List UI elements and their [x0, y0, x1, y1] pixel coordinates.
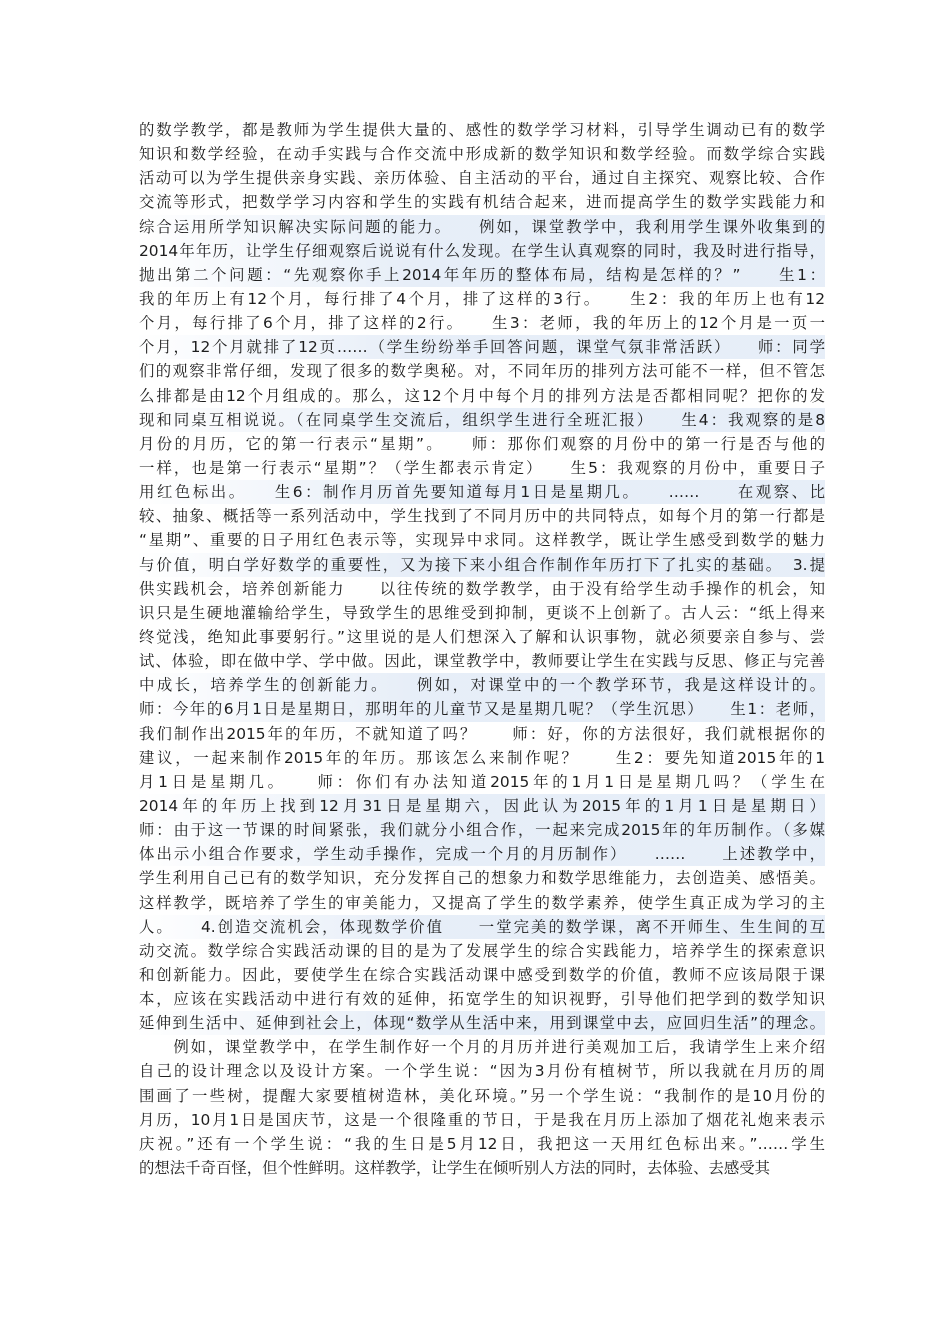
text-line: 知识和数学经验，在动手实践与合作交流中形成新的数学知识和数学经验。而数学综合实践 [139, 145, 825, 164]
text-line: 个月，每行排了6个月，排了这样的2行。 生3：老师，我的年历上的12个月是一页一 [139, 314, 825, 333]
text-line: 2014年的年历上找到12月31日是星期六，因此认为2015年的1月1日是星期日） [135, 794, 825, 818]
text-line: 月1日是星期几。 师：你们有办法知道2015年的1月1日是星期几吗？（学生在 [139, 772, 825, 791]
text-line: 识只是生硬地灌输给学生，导致学生的思维受到抑制，更谈不上创新了。古人云：“纸上得来 [139, 603, 825, 622]
text-line: 例如，课堂教学中，在学生制作好一个月的月历并进行美观加工后，我请学生上来介绍 [139, 1038, 825, 1057]
text-line: 延伸到生活中、延伸到社会上，体现“数学从生活中来，用到课堂中去，应回归生活”的理念。 [135, 1011, 825, 1035]
text-line: 这样教学，既培养了学生的审美能力，又提高了学生的数学素养，使学生真正成为学习的主 [139, 893, 825, 912]
text-line: 试、体验，即在做中学、学中做。因此，课堂教学中，教师要让学生在实践与反思、修正与完善 [139, 652, 825, 671]
text-line: 师：由于这一节课的时间紧张，我们就分小组合作，一起来完成2015年的年历制作。（多媒 [135, 818, 825, 842]
text-line: 我的年历上有12个月，每行排了4个月，排了这样的3行。 生2：我的年历上也有12 [139, 289, 825, 308]
text-line: 个月，12个月就排了12页……（学生纷纷举手回答问题，课堂气氛非常活跃） 师：同学 [135, 335, 825, 359]
text-line: 围画了一些树，提醒大家要植树造林，美化环境。”另一个学生说：“我制作的是10月份的 [139, 1086, 825, 1105]
text-line: “星期”、重要的日子用红色表示等，实现异中求同。这样教学，既让学生感受到数学的魅力 [139, 531, 825, 550]
text-line: 一样，也是第一行表示“星期”？（学生都表示肯定） 生5：我观察的月份中，重要日子 [139, 458, 825, 477]
text-line: 活动可以为学生提供亲身实践、亲历体验、自主活动的平台，通过自主探究、观察比较、合作 [139, 169, 825, 188]
text-line: 现和同桌互相说说。（在同桌学生交流后，组织学生进行全班汇报） 生4：我观察的是8 [135, 408, 825, 432]
text-line: 终觉浅，绝知此事要躬行。”这里说的是人们想深入了解和认识事物，就必须要亲自参与、尝 [139, 627, 825, 646]
text-line: 月份的月历，它的第一行表示“星期”。 师：那你们观察的月份中的第一行是否与他的 [139, 434, 825, 453]
text-line: 用红色标出。 生6：制作月历首先要知道每月1日是星期几。 …… 在观察、比 [135, 480, 825, 504]
text-line: 月历，10月1日是国庆节，这是一个很隆重的节日，于是我在月历上添加了烟花礼炮来表示 [139, 1110, 825, 1129]
text-line: 抛出第二个问题：“先观察你手上2014年年历的整体布局，结构是怎样的？” 生1： [135, 263, 825, 287]
text-line: 建议，一起来制作2015年的年历。那该怎么来制作呢？ 生2：要先知道2015年的1 [139, 748, 825, 767]
text-line: 综合运用所学知识解决实际问题的能力。 例如，课堂教学中，我利用学生课外收集到的 [135, 215, 825, 239]
text-line: 师：今年的6月1日是星期日，那明年的儿童节又是星期几呢？（学生沉思） 生1：老师， [135, 697, 825, 721]
text-line: 庆祝。”还有一个学生说：“我的生日是5月12日，我把这一天用红色标出来。”……学生 [139, 1134, 825, 1153]
text-line: 的想法千奇百怪，但个性鲜明。这样教学，让学生在倾听别人方法的同时，去体验、去感受其 [139, 1159, 771, 1178]
text-line: 学生利用自己已有的数学知识，充分发挥自己的想象力和数学思维能力，去创造美、感悟美。 [139, 869, 825, 888]
body-text [135, 118, 825, 1180]
text-line: 中成长，培养学生的创新能力。 例如，对课堂中的一个教学环节，我是这样设计的。 [135, 673, 825, 697]
text-line: 交流等形式，把数学学习内容和学生的实践有机结合起来，进而提高学生的数学实践能力和 [139, 193, 825, 212]
text-line: 们的观察非常仔细，发现了很多的数学奥秘。对，不同年历的排列方法可能不一样，但不管怎 [139, 362, 825, 381]
text-line: 自己的设计理念以及设计方案。一个学生说：“因为3月份有植树节，所以我就在月历的周 [139, 1062, 825, 1081]
text-line: 人。 4.创造交流机会，体现数学价值 一堂完美的数学课，离不开师生、生生间的互 [135, 915, 825, 939]
text-line: 本，应该在实践活动中进行有效的延伸，拓宽学生的知识视野，引导他们把学到的数学知识 [139, 990, 825, 1009]
text-line: 供实践机会，培养创新能力 以往传统的数学教学，由于没有给学生动手操作的机会，知 [139, 579, 825, 598]
text-line: 我们制作出2015年的年历，不就知道了吗？ 师：好，你的方法很好，我们就根据你的 [139, 724, 825, 743]
text-line: 么排都是由12个月组成的。那么，这12个月中每个月的排列方法是否都相同呢？把你的发 [139, 386, 825, 405]
text-line: 的数学教学，都是教师为学生提供大量的、感性的数学学习材料，引导学生调动已有的数学 [139, 121, 825, 139]
text-line: 体出示小组合作要求，学生动手操作，完成一个月的月历制作） …… 上述教学中， [135, 842, 825, 866]
text-line: 较、抽象、概括等一系列活动中，学生找到了不同月历中的共同特点，如每个月的第一行都是 [139, 507, 825, 526]
text-line: 动交流。数学综合实践活动课的目的是为了发展学生的综合实践能力，培养学生的探索意识 [139, 941, 825, 960]
text-line: 2014年年历，让学生仔细观察后说说有什么发现。在学生认真观察的同时，我及时进行指导， [135, 239, 825, 263]
text-line: 和创新能力。因此，要使学生在综合实践活动课中感受到数学的价值，教师不应该局限于课 [139, 965, 825, 984]
text-line: 与价值，明白学好数学的重要性，又为接下来小组合作制作年历打下了扎实的基础。 3.提 [135, 553, 825, 577]
